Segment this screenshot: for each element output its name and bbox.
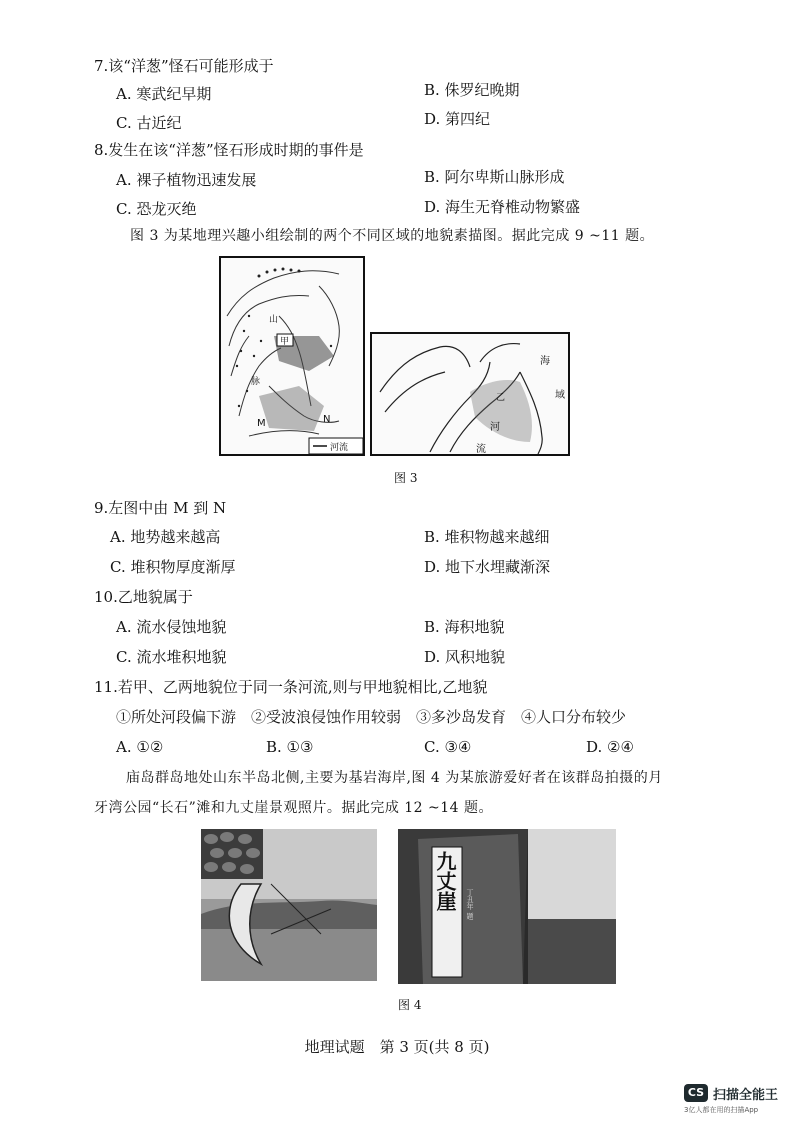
question-8-option-b: B. 阿尔卑斯山脉形成 bbox=[424, 168, 565, 186]
question-8-option-c: C. 恐龙灭绝 bbox=[116, 200, 197, 218]
question-10-option-d: D. 风积地貌 bbox=[424, 648, 506, 666]
sign-text: 九丈崖 bbox=[433, 851, 457, 911]
figure-4-caption: 图 4 bbox=[398, 998, 422, 1012]
question-7-option-d: D. 第四纪 bbox=[424, 110, 491, 128]
question-11-option-d: D. ②④ bbox=[586, 738, 634, 756]
question-9-stem: 9.左图中由 M 到 N bbox=[94, 499, 227, 517]
question-7-option-c: C. 古近纪 bbox=[116, 114, 182, 132]
sign-subtext: 丁丑年 题 bbox=[466, 889, 474, 920]
question-7-option-b: B. 侏罗纪晚期 bbox=[424, 81, 520, 99]
label-he: 河 bbox=[490, 422, 500, 433]
question-10-option-c: C. 流水堆积地貌 bbox=[116, 648, 227, 666]
figure-4-photo-long-stone-beach bbox=[201, 829, 377, 981]
question-10-option-b: B. 海积地貌 bbox=[424, 618, 505, 636]
question-8-option-d: D. 海生无脊椎动物繁盛 bbox=[424, 198, 581, 216]
question-9-option-d: D. 地下水埋藏渐深 bbox=[424, 558, 551, 576]
label-jia: 甲 bbox=[280, 337, 290, 347]
figure-3-left-sketch bbox=[219, 256, 365, 456]
label-yi: 乙 bbox=[496, 393, 506, 403]
label-mountain-1: 山 bbox=[269, 315, 279, 325]
scanner-brand-name: 扫描全能王 bbox=[713, 1088, 779, 1103]
question-9-option-a: A. 地势越来越高 bbox=[110, 528, 221, 546]
figure-3-right-sketch bbox=[370, 332, 570, 456]
label-mountain-2: 脉 bbox=[251, 377, 261, 387]
figure-3-intro: 图 3 为某地理兴趣小组绘制的两个不同区域的地貌素描图。据此完成 9 ~11 题。 bbox=[130, 228, 655, 244]
question-10-option-a: A. 流水侵蚀地貌 bbox=[116, 618, 227, 636]
label-m: M bbox=[257, 418, 266, 429]
question-8-stem: 8.发生在该“洋葱”怪石形成时期的事件是 bbox=[94, 141, 364, 159]
question-7-option-a: A. 寒武纪早期 bbox=[116, 85, 212, 103]
page-footer: 地理试题 第 3 页(共 8 页) bbox=[304, 1038, 490, 1056]
figure-4-intro-line-2: 牙湾公园“长石”滩和九丈崖景观照片。据此完成 12 ~14 题。 bbox=[94, 800, 494, 816]
label-hai: 海 bbox=[540, 356, 550, 367]
question-8-option-a: A. 裸子植物迅速发展 bbox=[116, 171, 257, 189]
question-11-option-b: B. ①③ bbox=[266, 738, 314, 756]
legend-river: 河流 bbox=[330, 443, 349, 453]
label-cheng: 域 bbox=[555, 390, 565, 401]
question-10-stem: 10.乙地貌属于 bbox=[94, 588, 193, 606]
question-9-option-c: C. 堆积物厚度渐厚 bbox=[110, 558, 236, 576]
label-liu: 流 bbox=[476, 444, 486, 455]
question-11-option-c: C. ③④ bbox=[424, 738, 472, 756]
question-11-stem: 11.若甲、乙两地貌位于同一条河流,则与甲地貌相比,乙地貌 bbox=[94, 678, 488, 696]
scanner-logo-icon: CS bbox=[684, 1084, 708, 1102]
question-11-items: ①所处河段偏下游 ②受波浪侵蚀作用较弱 ③多沙岛发育 ④人口分布较少 bbox=[116, 708, 627, 726]
figure-4-intro-line-1: 庙岛群岛地处山东半岛北侧,主要为基岩海岸,图 4 为某旅游爱好者在该群岛拍摄的月 bbox=[126, 770, 663, 786]
label-n: N bbox=[323, 414, 331, 425]
question-9-option-b: B. 堆积物越来越细 bbox=[424, 528, 550, 546]
scanner-brand-subtitle: 3亿人都在用的扫描App bbox=[684, 1106, 759, 1114]
question-11-option-a: A. ①② bbox=[116, 738, 164, 756]
figure-4-photo-jiuzhang-cliff bbox=[398, 829, 616, 984]
figure-3-caption: 图 3 bbox=[394, 471, 418, 485]
question-7-stem: 7.该“洋葱”怪石可能形成于 bbox=[94, 57, 274, 75]
